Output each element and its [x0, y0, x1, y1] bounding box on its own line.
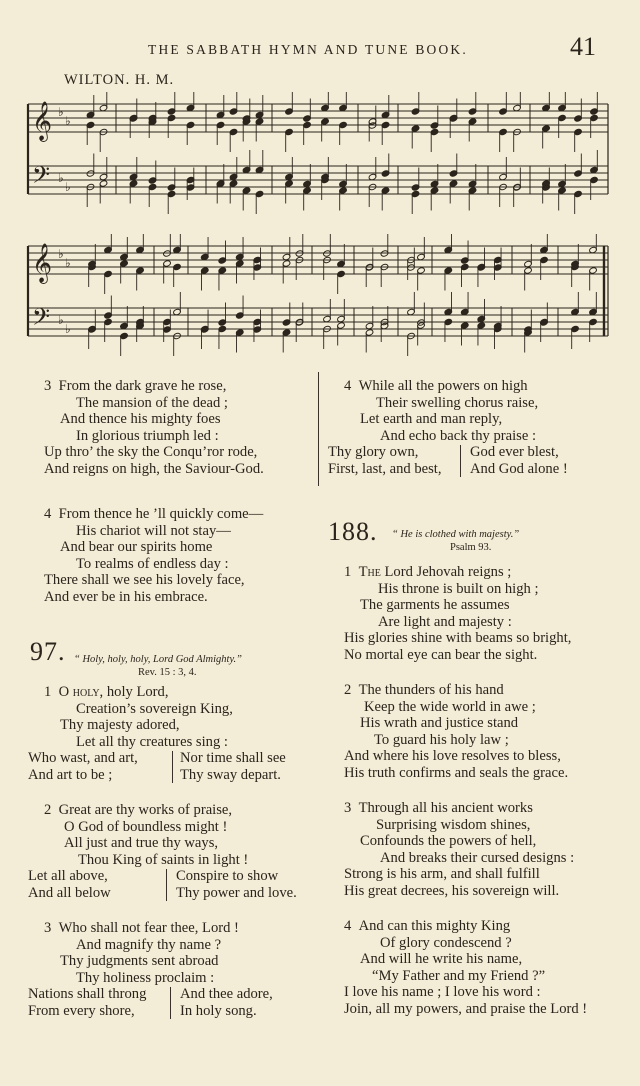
verse-line: Thy judgments sent abroad	[60, 953, 219, 970]
verse-line: Let all thy creatures sing :	[76, 733, 228, 750]
verse-line: Creation’s sovereign King,	[76, 700, 233, 717]
hymn-motto: “ He is clothed with majesty.”	[392, 529, 520, 540]
verse-line: Keep the wide world in awe ;	[364, 698, 536, 715]
verse-line: To guard his holy law ;	[374, 731, 509, 748]
verse-line: And will he write his name,	[360, 951, 523, 968]
hymn-number: 188.	[328, 517, 378, 546]
running-title: THE SABBATH HYMN AND TUNE BOOK.	[148, 42, 468, 57]
stanza	[24, 920, 314, 1020]
verse-line: Great are thy works of praise,	[58, 802, 233, 818]
verse-line: God ever blest,	[470, 444, 559, 461]
verse-line: And all below	[28, 885, 111, 902]
stanza-number: 2	[44, 802, 52, 818]
verse-line: And God alone !	[470, 461, 568, 478]
svg-text:♭: ♭	[65, 114, 71, 128]
verse-line: And breaks their cursed designs :	[380, 849, 575, 866]
verse-line: To realms of endless day :	[76, 555, 229, 572]
tune-heading	[64, 72, 174, 89]
scripture-reference: Psalm 93.	[450, 542, 492, 553]
verse-line: Up thro’ the sky the Conqu’ror rode,	[44, 444, 258, 461]
svg-text:𝄞: 𝄞	[32, 101, 53, 141]
stanza	[324, 378, 620, 478]
verse-line: First, last, and best,	[328, 461, 442, 478]
verse-line: The mansion of the dead ;	[76, 394, 228, 411]
verse-line: The thunders of his hand	[358, 682, 504, 698]
verse-line: Nations shall throng	[28, 986, 147, 1003]
stanza	[24, 802, 314, 902]
verse-first-word: The	[358, 564, 381, 580]
stanza	[324, 918, 587, 1018]
music-system-2	[24, 234, 614, 360]
stanza	[24, 506, 263, 606]
verse-first-word: O holy,	[58, 684, 104, 700]
verse-line: holy Lord,	[106, 684, 169, 700]
verse-line: And art to be ;	[28, 767, 113, 784]
verse-line: Let all above,	[28, 868, 108, 885]
svg-text:𝄢: 𝄢	[32, 303, 51, 336]
svg-text:♭: ♭	[58, 247, 64, 261]
verse-line: And can this mighty King	[358, 918, 511, 934]
tune-name: WILTON.	[64, 72, 131, 88]
verse-line: Of glory condescend ?	[380, 934, 512, 951]
verse-line: Thy sway depart.	[180, 767, 281, 784]
stanza	[24, 378, 264, 478]
stanza-number: 4	[44, 506, 52, 522]
verse-line: Join, all my powers, and praise the Lord !	[344, 1000, 588, 1017]
svg-text:♭: ♭	[58, 171, 64, 185]
verse-line: The garments he assumes	[360, 597, 510, 614]
verse-line: From thence he ’ll quickly come—	[58, 506, 264, 522]
stanza	[324, 800, 574, 900]
verse-line: Confounds the powers of hell,	[360, 833, 537, 850]
stanza-number: 1	[44, 684, 52, 700]
verse-line: His great decrees, his sovereign will.	[344, 882, 560, 899]
music-staff-svg	[24, 92, 614, 214]
column-divider	[318, 372, 319, 486]
stanza-number: 4	[344, 378, 352, 394]
split-lines	[24, 986, 314, 1020]
svg-text:♭: ♭	[65, 180, 71, 194]
verse-line: And reigns on high, the Saviour-God.	[44, 460, 264, 477]
divider-bar	[166, 869, 167, 901]
divider-bar	[460, 445, 461, 477]
verse-line: Nor time shall see	[180, 750, 286, 767]
verse-line: Are light and majesty :	[378, 613, 512, 630]
verse-line: In holy song.	[180, 1003, 257, 1020]
verse-line: Thou King of saints in light !	[78, 851, 249, 868]
verse-line: Their swelling chorus raise,	[376, 394, 539, 411]
verse-line: From the dark grave he rose,	[58, 378, 227, 394]
tune-meter: H. M.	[134, 72, 175, 88]
stanza-number: 4	[344, 918, 352, 934]
verse-line: And where his love resolves to bless,	[344, 748, 561, 765]
verse-line: His throne is built on high ;	[378, 580, 539, 597]
svg-text:♭: ♭	[58, 105, 64, 119]
verse-line: His chariot will not stay—	[76, 522, 231, 539]
verse-line: Strong is his arm, and shall fulfill	[344, 866, 540, 883]
verse-line: And bear our spirits home	[60, 539, 213, 556]
stanza	[324, 682, 568, 782]
music-staff-svg	[24, 234, 614, 360]
svg-text:𝄢: 𝄢	[32, 161, 51, 194]
hymn-motto: “ Holy, holy, holy, Lord God Almighty.”	[74, 654, 243, 665]
verse-line: His glories shine with beams so bright,	[344, 630, 572, 647]
svg-text:𝄞: 𝄞	[32, 243, 53, 283]
verse-line: Who wast, and art,	[28, 750, 138, 767]
verse-line: Conspire to show	[176, 868, 279, 885]
svg-text:♭: ♭	[58, 313, 64, 327]
verse-line: And thence his mighty foes	[60, 411, 221, 428]
verse-line: And thee adore,	[180, 986, 273, 1003]
verse-line: Who shall not fear thee, Lord !	[58, 920, 239, 936]
verse-line: And echo back thy praise :	[380, 427, 537, 444]
scripture-reference: Rev. 15 : 3, 4.	[138, 667, 197, 678]
stanza-number: 2	[344, 682, 352, 698]
verse-line: All just and true thy ways,	[64, 835, 219, 852]
stanza	[24, 684, 314, 784]
svg-text:♭: ♭	[65, 256, 71, 270]
verse-line: While all the powers on high	[358, 378, 528, 394]
split-lines	[24, 868, 314, 902]
verse-line: Thy power and love.	[176, 885, 297, 902]
verse-line: I love his name ; I love his word :	[344, 984, 541, 1001]
verse-line: O God of boundless might !	[64, 818, 228, 835]
svg-text:♭: ♭	[65, 322, 71, 336]
verse-line: Thy glory own,	[328, 444, 419, 461]
stanza-number: 3	[344, 800, 352, 816]
hymn-188-heading	[328, 517, 520, 553]
verse-line: Lord Jehovah reigns ;	[384, 564, 512, 580]
split-lines	[324, 444, 620, 478]
divider-bar	[170, 987, 171, 1019]
verse-line: Through all his ancient works	[358, 800, 533, 816]
split-lines	[24, 750, 314, 784]
verse-line: No mortal eye can bear the sight.	[344, 646, 538, 663]
verse-line: And magnify thy name ?	[76, 936, 222, 953]
stanza-number: 3	[44, 920, 52, 936]
verse-line: Thy holiness proclaim :	[76, 969, 215, 986]
verse-line: Thy majesty adored,	[60, 717, 180, 734]
stanza-number: 3	[44, 378, 52, 394]
verse-line: His wrath and justice stand	[360, 715, 519, 732]
music-system-1	[24, 92, 614, 214]
page-number: 41	[570, 32, 596, 61]
verse-line: His truth confirms and seals the grace.	[344, 764, 569, 781]
stanza	[324, 564, 571, 664]
hymn-number: 97.	[30, 637, 66, 666]
verse-line: And ever be in his embrace.	[44, 588, 208, 605]
verse-line: There shall we see his lovely face,	[44, 572, 245, 589]
verse-line: In glorious triumph led :	[76, 427, 219, 444]
hymn-97-heading	[30, 637, 243, 678]
verse-line: From every shore,	[28, 1003, 135, 1020]
verse-line: Let earth and man reply,	[360, 411, 503, 428]
divider-bar	[172, 751, 173, 783]
verse-line: “My Father and my Friend ?”	[372, 967, 546, 984]
stanza-number: 1	[344, 564, 352, 580]
verse-line: Surprising wisdom shines,	[376, 816, 531, 833]
